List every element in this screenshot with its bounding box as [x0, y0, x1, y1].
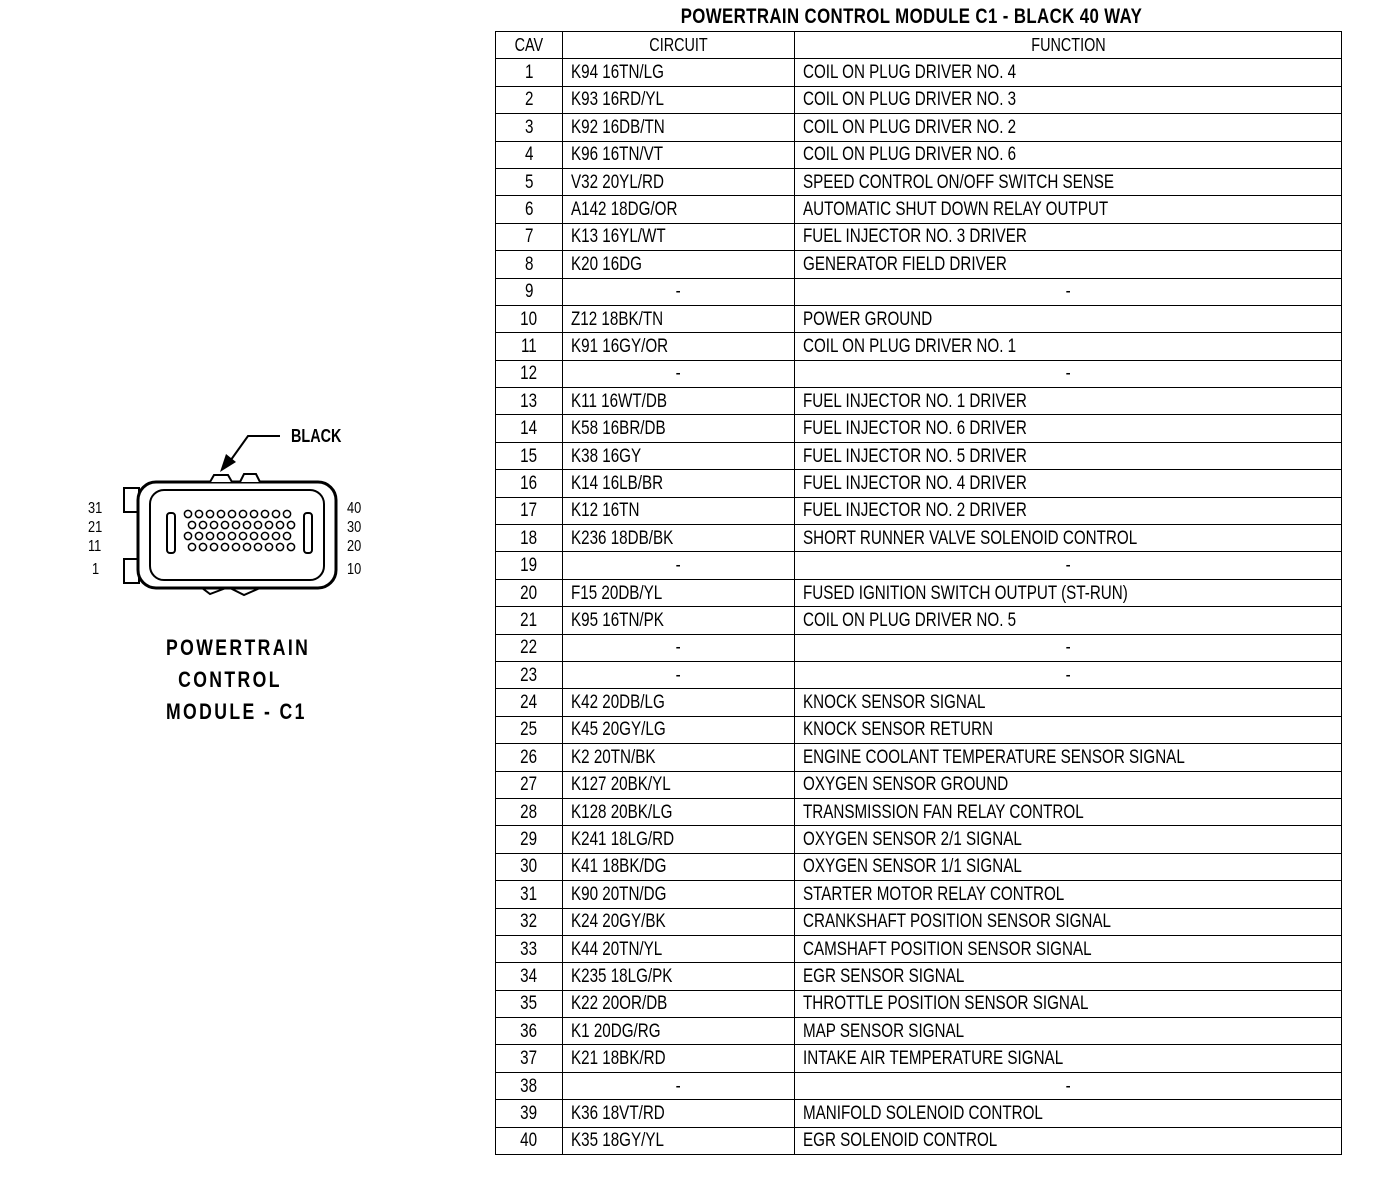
connector-inner-housing [150, 490, 324, 580]
circuit-cell: K236 18DB/BK [563, 525, 795, 552]
function-cell: POWER GROUND [795, 305, 1342, 332]
table-row [496, 497, 1342, 524]
header-cav: CAV [496, 32, 563, 59]
table-row [496, 1127, 1342, 1154]
pin-cavity [272, 510, 279, 517]
table-row [496, 388, 1342, 415]
pin-cavity [283, 510, 290, 517]
left-pin-label: 21 [88, 519, 103, 536]
function-cell: COIL ON PLUG DRIVER NO. 6 [795, 141, 1342, 168]
cav-cell: 21 [496, 607, 563, 634]
pin-cavity [243, 543, 250, 550]
table-row [496, 168, 1342, 195]
table-row [496, 333, 1342, 360]
function-cell: - [795, 661, 1342, 688]
cav-cell: 40 [496, 1127, 563, 1154]
cav-cell: 14 [496, 415, 563, 442]
cav-cell: 23 [496, 661, 563, 688]
cav-cell: 4 [496, 141, 563, 168]
table-row [496, 1072, 1342, 1099]
table-row [496, 415, 1342, 442]
pin-cavity [261, 532, 268, 539]
pin-cavity [265, 521, 272, 528]
circuit-cell: K38 16GY [563, 442, 795, 469]
caption-line: POWERTRAIN [166, 635, 311, 660]
pin-cavity [206, 510, 213, 517]
cav-cell: 5 [496, 168, 563, 195]
pin-cavity [254, 521, 261, 528]
caption-line: CONTROL [178, 667, 282, 692]
table-row [496, 716, 1342, 743]
circuit-cell: F15 20DB/YL [563, 579, 795, 606]
pin-table [495, 31, 1342, 1155]
pin-cavity [250, 532, 257, 539]
cav-cell: 8 [496, 251, 563, 278]
inner-key-right [304, 513, 312, 553]
table-row [496, 525, 1342, 552]
circuit-cell: K92 16DB/TN [563, 114, 795, 141]
pin-cavity [195, 532, 202, 539]
cav-cell: 2 [496, 86, 563, 113]
left-pin-label: 31 [88, 500, 103, 517]
connector-caption [150, 632, 310, 728]
function-cell: FUSED IGNITION SWITCH OUTPUT (ST-RUN) [795, 579, 1342, 606]
cav-cell: 19 [496, 552, 563, 579]
function-cell: - [795, 278, 1342, 305]
cav-cell: 7 [496, 223, 563, 250]
pin-cavity [239, 510, 246, 517]
circuit-cell: K42 20DB/LG [563, 689, 795, 716]
table-row [496, 470, 1342, 497]
cav-cell: 11 [496, 333, 563, 360]
cav-cell: 38 [496, 1072, 563, 1099]
table-row [496, 935, 1342, 962]
table-row [496, 579, 1342, 606]
header-circuit: CIRCUIT [563, 32, 795, 59]
circuit-cell: - [563, 661, 795, 688]
right-pin-label: 40 [347, 500, 362, 517]
pin-cavity [276, 521, 283, 528]
pin-cavity [243, 521, 250, 528]
table-row [496, 251, 1342, 278]
pin-cavity [232, 543, 239, 550]
table-row [496, 305, 1342, 332]
pin-cavity [195, 510, 202, 517]
table-row [496, 1018, 1342, 1045]
pin-cavity [210, 521, 217, 528]
cav-cell: 15 [496, 442, 563, 469]
pin-cavity [206, 532, 213, 539]
function-cell: - [795, 360, 1342, 387]
table-row [496, 552, 1342, 579]
pointer-arrow [220, 436, 280, 472]
circuit-cell: - [563, 634, 795, 661]
table-row [496, 442, 1342, 469]
function-cell: OXYGEN SENSOR 2/1 SIGNAL [795, 826, 1342, 853]
function-cell: KNOCK SENSOR RETURN [795, 716, 1342, 743]
pin-cavity [188, 521, 195, 528]
header-function: FUNCTION [795, 32, 1342, 59]
table-row [496, 1045, 1342, 1072]
table-row [496, 1100, 1342, 1127]
diagram-title: POWERTRAIN CONTROL MODULE C1 - BLACK 40 WAY [680, 5, 1142, 28]
function-cell: - [795, 552, 1342, 579]
circuit-cell: K127 20BK/YL [563, 771, 795, 798]
circuit-cell: K21 18BK/RD [563, 1045, 795, 1072]
table-row [496, 826, 1342, 853]
circuit-cell: K90 20TN/DG [563, 881, 795, 908]
table-row [496, 744, 1342, 771]
circuit-cell: K2 20TN/BK [563, 744, 795, 771]
pin-cavity [199, 543, 206, 550]
circuit-cell: K41 18BK/DG [563, 853, 795, 880]
table-row [496, 990, 1342, 1017]
function-cell: COIL ON PLUG DRIVER NO. 2 [795, 114, 1342, 141]
circuit-cell: - [563, 360, 795, 387]
pin-cavity [184, 510, 191, 517]
pin-cavity [287, 521, 294, 528]
right-pin-label: 20 [347, 538, 362, 555]
circuit-cell: - [563, 1072, 795, 1099]
function-cell: KNOCK SENSOR SIGNAL [795, 689, 1342, 716]
function-cell: SHORT RUNNER VALVE SOLENOID CONTROL [795, 525, 1342, 552]
cav-cell: 20 [496, 579, 563, 606]
function-cell: FUEL INJECTOR NO. 1 DRIVER [795, 388, 1342, 415]
pin-cavity [221, 521, 228, 528]
function-cell: OXYGEN SENSOR GROUND [795, 771, 1342, 798]
cav-cell: 35 [496, 990, 563, 1017]
circuit-cell: K24 20GY/BK [563, 908, 795, 935]
table-row [496, 114, 1342, 141]
table-row [496, 141, 1342, 168]
cav-cell: 36 [496, 1018, 563, 1045]
circuit-cell: K96 16TN/VT [563, 141, 795, 168]
function-cell: STARTER MOTOR RELAY CONTROL [795, 881, 1342, 908]
pin-cavity [228, 532, 235, 539]
table-row [496, 360, 1342, 387]
circuit-cell: K95 16TN/PK [563, 607, 795, 634]
table-row [496, 908, 1342, 935]
table-row [496, 607, 1342, 634]
function-cell: MANIFOLD SOLENOID CONTROL [795, 1100, 1342, 1127]
connector-diagram [110, 430, 360, 620]
cav-cell: 30 [496, 853, 563, 880]
function-cell: AUTOMATIC SHUT DOWN RELAY OUTPUT [795, 196, 1342, 223]
circuit-cell: K241 18LG/RD [563, 826, 795, 853]
top-tab [240, 474, 260, 482]
table-row [496, 661, 1342, 688]
pin-cavity [250, 510, 257, 517]
pin-cavity [239, 532, 246, 539]
table-row [496, 689, 1342, 716]
function-cell: COIL ON PLUG DRIVER NO. 5 [795, 607, 1342, 634]
cav-cell: 16 [496, 470, 563, 497]
table-row [496, 278, 1342, 305]
table-row [496, 634, 1342, 661]
circuit-cell: K1 20DG/RG [563, 1018, 795, 1045]
function-cell: THROTTLE POSITION SENSOR SIGNAL [795, 990, 1342, 1017]
cav-cell: 1 [496, 59, 563, 86]
right-pin-label: 30 [347, 519, 362, 536]
pin-cavity [221, 543, 228, 550]
pin-cavity [217, 510, 224, 517]
function-cell: COIL ON PLUG DRIVER NO. 3 [795, 86, 1342, 113]
circuit-cell: K94 16TN/LG [563, 59, 795, 86]
circuit-cell: K13 16YL/WT [563, 223, 795, 250]
pin-cavity [283, 532, 290, 539]
table-row [496, 963, 1342, 990]
function-cell: FUEL INJECTOR NO. 6 DRIVER [795, 415, 1342, 442]
left-pin-label: 1 [92, 561, 100, 578]
pin-cavity [287, 543, 294, 550]
pin-cavity [254, 543, 261, 550]
function-cell: FUEL INJECTOR NO. 5 DRIVER [795, 442, 1342, 469]
table-row [496, 86, 1342, 113]
circuit-cell: K93 16RD/YL [563, 86, 795, 113]
pin-cavity [261, 510, 268, 517]
circuit-cell: K12 16TN [563, 497, 795, 524]
function-cell: FUEL INJECTOR NO. 4 DRIVER [795, 470, 1342, 497]
function-cell: GENERATOR FIELD DRIVER [795, 251, 1342, 278]
black-pointer-label: BLACK [291, 426, 342, 446]
caption-line: MODULE - C1 [166, 699, 307, 724]
function-cell: - [795, 634, 1342, 661]
table-row [496, 881, 1342, 908]
circuit-cell: K20 16DG [563, 251, 795, 278]
circuit-cell: Z12 18BK/TN [563, 305, 795, 332]
circuit-cell: K128 20BK/LG [563, 798, 795, 825]
pin-cavity [232, 521, 239, 528]
cav-cell: 26 [496, 744, 563, 771]
circuit-cell: V32 20YL/RD [563, 168, 795, 195]
cav-cell: 24 [496, 689, 563, 716]
cav-cell: 25 [496, 716, 563, 743]
cav-cell: 32 [496, 908, 563, 935]
circuit-cell: - [563, 552, 795, 579]
cav-cell: 31 [496, 881, 563, 908]
pin-cavity [210, 543, 217, 550]
table-row [496, 223, 1342, 250]
inner-key-left [167, 513, 175, 553]
pin-cavity [217, 532, 224, 539]
cav-cell: 3 [496, 114, 563, 141]
circuit-cell: K14 16LB/BR [563, 470, 795, 497]
cav-cell: 22 [496, 634, 563, 661]
function-cell: MAP SENSOR SIGNAL [795, 1018, 1342, 1045]
cav-cell: 18 [496, 525, 563, 552]
circuit-cell: A142 18DG/OR [563, 196, 795, 223]
cav-cell: 10 [496, 305, 563, 332]
function-cell: FUEL INJECTOR NO. 3 DRIVER [795, 223, 1342, 250]
cav-cell: 6 [496, 196, 563, 223]
function-cell: EGR SOLENOID CONTROL [795, 1127, 1342, 1154]
table-row [496, 196, 1342, 223]
circuit-cell: K22 20OR/DB [563, 990, 795, 1017]
pin-cavity [276, 543, 283, 550]
cav-cell: 13 [496, 388, 563, 415]
cav-cell: 27 [496, 771, 563, 798]
circuit-cell: K11 16WT/DB [563, 388, 795, 415]
function-cell: ENGINE COOLANT TEMPERATURE SENSOR SIGNAL [795, 744, 1342, 771]
function-cell: - [795, 1072, 1342, 1099]
function-cell: COIL ON PLUG DRIVER NO. 4 [795, 59, 1342, 86]
circuit-cell: - [563, 278, 795, 305]
cav-cell: 34 [496, 963, 563, 990]
function-cell: OXYGEN SENSOR 1/1 SIGNAL [795, 853, 1342, 880]
cav-cell: 29 [496, 826, 563, 853]
function-cell: EGR SENSOR SIGNAL [795, 963, 1342, 990]
pin-cavity [184, 532, 191, 539]
cav-cell: 12 [496, 360, 563, 387]
table-header-row [496, 32, 1342, 59]
circuit-cell: K44 20TN/YL [563, 935, 795, 962]
pin-cavity [199, 521, 206, 528]
right-pin-label: 10 [347, 561, 362, 578]
function-cell: TRANSMISSION FAN RELAY CONTROL [795, 798, 1342, 825]
cav-cell: 9 [496, 278, 563, 305]
circuit-cell: K58 16BR/DB [563, 415, 795, 442]
table-row [496, 798, 1342, 825]
circuit-cell: K45 20GY/LG [563, 716, 795, 743]
cav-cell: 28 [496, 798, 563, 825]
function-cell: CAMSHAFT POSITION SENSOR SIGNAL [795, 935, 1342, 962]
table-row [496, 853, 1342, 880]
function-cell: FUEL INJECTOR NO. 2 DRIVER [795, 497, 1342, 524]
circuit-cell: K91 16GY/OR [563, 333, 795, 360]
pin-cavity [228, 510, 235, 517]
pin-cavity [265, 543, 272, 550]
circuit-cell: K35 18GY/YL [563, 1127, 795, 1154]
function-cell: COIL ON PLUG DRIVER NO. 1 [795, 333, 1342, 360]
function-cell: SPEED CONTROL ON/OFF SWITCH SENSE [795, 168, 1342, 195]
cav-cell: 17 [496, 497, 563, 524]
function-cell: INTAKE AIR TEMPERATURE SIGNAL [795, 1045, 1342, 1072]
function-cell: CRANKSHAFT POSITION SENSOR SIGNAL [795, 908, 1342, 935]
table-row [496, 59, 1342, 86]
left-pin-label: 11 [88, 538, 102, 555]
circuit-cell: K235 18LG/PK [563, 963, 795, 990]
pin-cavity [272, 532, 279, 539]
cav-cell: 33 [496, 935, 563, 962]
table-row [496, 771, 1342, 798]
cav-cell: 39 [496, 1100, 563, 1127]
circuit-cell: K36 18VT/RD [563, 1100, 795, 1127]
pin-cavity [188, 543, 195, 550]
top-tab [210, 475, 232, 482]
cav-cell: 37 [496, 1045, 563, 1072]
